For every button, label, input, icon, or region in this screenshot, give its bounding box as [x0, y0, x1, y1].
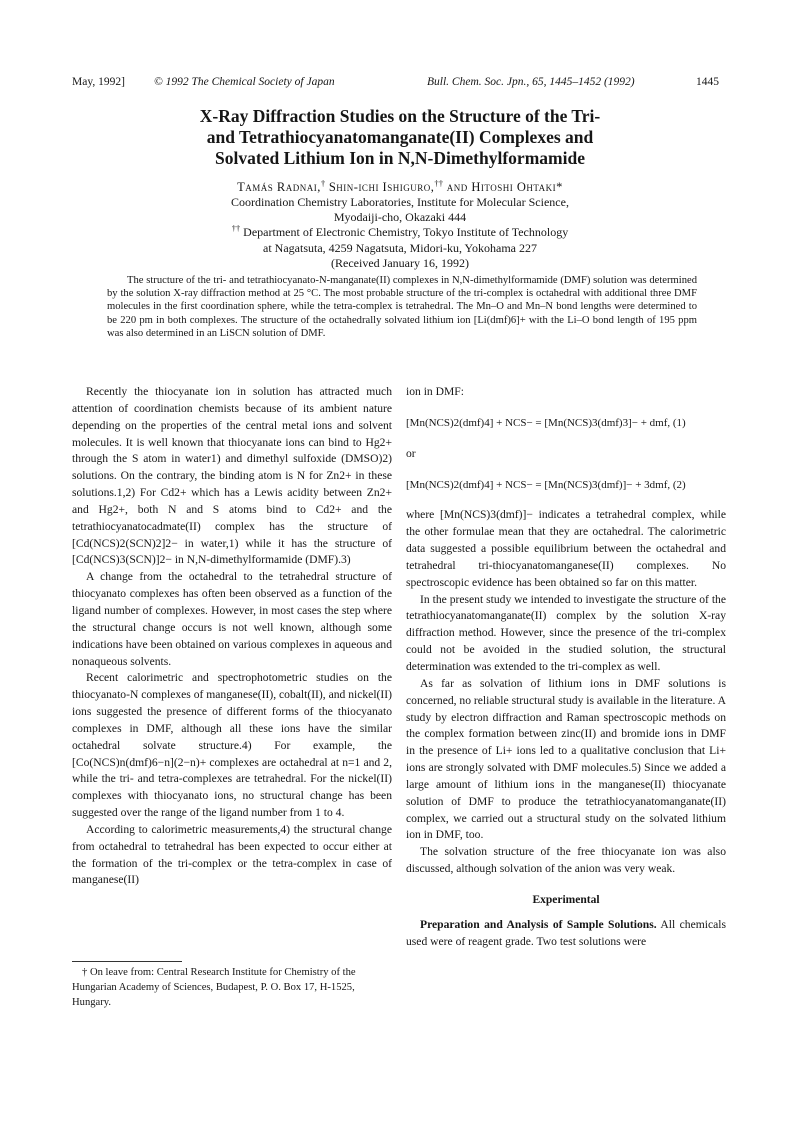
abstract: The structure of the tri- and tetrathiocyanato-N-manganate(II) complexes in N,N-dimethylformamide (DMF) solution was determined by the solution X-ray diffraction method at 25 °C. The most probable structure of the tri-complex is octahedral with additional three DMF molecules in the first coordination sphere, while the tetra-complex is tetrahedral. The Mn–O and Mn–N bond lengths were determined to be 220 pm in both complexes. The structure of the octahedrally solvated lithium ion [Li(dmf)6]+ with the Li–O bond length of 195 ppm was also determined in an LiSCN solution of DMF.	[107, 275, 697, 339]
body-paragraph: A change from the octahedral to the tetrahedral structure of thiocyanato complexes has often been observed as a function of the ligand number of complexes. However, in most cases the step where the structural change occurs is not well known, although some indications have been obtained on various complexes in aqueous and nonaqueous solvents.	[72, 570, 392, 668]
left-column	[72, 384, 392, 889]
header-page-number: 1445	[696, 76, 719, 88]
footnote: † On leave from: Central Research Institute for Chemistry of the Hungarian Academy of Sciences, Budapest, P. O. Box 17, H-1525, Hungary.	[72, 967, 356, 1008]
author-name: and Hitoshi Ohtaki*	[443, 180, 563, 194]
affiliation-line: †† Department of Electronic Chemistry, Tokyo Institute of Technology	[231, 224, 569, 240]
header-journal: Bull. Chem. Soc. Jpn., 65, 1445–1452 (1992)	[427, 76, 635, 88]
body-paragraph	[406, 917, 726, 951]
body-paragraph: ion in DMF:	[406, 385, 464, 398]
body-paragraph: In the present study we intended to investigate the structure of the tetrathiocyanatomanganate(II) complex by the solution X-ray diffraction method. However, since the presence of the tri-complex could not be avoided in the studied solution, the structural determination was extended to the tri-complex as well.	[406, 592, 726, 673]
header-date: May, 1992]	[72, 76, 125, 88]
author-mark: †	[320, 177, 326, 188]
received-date: (Received January 16, 1992)	[331, 255, 469, 270]
section-heading-experimental: Experimental	[532, 893, 600, 906]
run-in-heading: Preparation and Analysis of Sample Solutions.	[420, 917, 657, 931]
body-paragraph: Recent calorimetric and spectrophotometric studies on the thiocyanato-N complexes of manganese(II), cobalt(II), and nickel(II) ions suggested the presence of different forms of the thiocyanato complexes in DMF, although all these ions have the similar octahedral solvate structure.4) For example, the [Co(NCS)n(dmf)6−n](2−n)+ complexes are octahedral at n=1 and 2, while the tri- and tetra-complexes are tetrahedral. For the nickel(II) complexes with thiocyanato ions, no structural change has been suggested over the range of the ligand number from 1 to 4.	[72, 671, 392, 820]
body-text: All chemicals used were of reagent grade. Two test solutions were	[406, 917, 726, 948]
author-line	[150, 177, 650, 195]
body-paragraph: The solvation structure of the free thiocyanate ion was also discussed, although solvation of the anion was very weak.	[406, 845, 726, 876]
body-paragraph: According to calorimetric measurements,4) the structural change from octahedral to tetrahedral has been expected to occur either at the formation of the tri-complex or the tetra-complex in case of manganese(II)	[72, 822, 392, 887]
affiliation-line: Myodaiji-cho, Okazaki 444	[333, 210, 467, 225]
body-paragraph: where [Mn(NCS)3(dmf)]− indicates a tetrahedral complex, while the other formulae mean that they are octahedral. The calorimetric data suggested a possible equilibrium between the octahedral and tetrahedral tri-thiocyanatomanganese(II) complexes. No spectroscopic evidence has been obtained so far on this matter.	[406, 508, 726, 589]
equation-1: [Mn(NCS)2(dmf)4] + NCS− = [Mn(NCS)3(dmf)3]− + dmf, (1)	[406, 416, 686, 429]
author-mark: ††	[434, 177, 444, 188]
affiliation-mark: ††	[231, 224, 241, 234]
affiliation-line: Coordination Chemistry Laboratories, Institute for Molecular Science,	[231, 195, 569, 209]
title-line: Solvated Lithium Ion in N,N-Dimethylformamide	[215, 148, 585, 168]
conjunction-text: or	[406, 446, 416, 460]
right-column	[406, 384, 726, 950]
equation-2: [Mn(NCS)2(dmf)4] + NCS− = [Mn(NCS)3(dmf)]− + 3dmf, (2)	[406, 478, 686, 491]
author-name: Tamás Radnai,	[237, 180, 321, 194]
header-copyright: © 1992 The Chemical Society of Japan	[154, 76, 335, 88]
author-name: Shin-ichi Ishiguro,	[325, 180, 435, 194]
title-line: X-Ray Diffraction Studies on the Structure of the Tri-	[199, 106, 601, 126]
footnote-rule	[72, 961, 182, 962]
affiliation-line: at Nagatsuta, 4259 Nagatsuta, Midori-ku, Yokohama 227	[263, 240, 537, 255]
body-paragraph: Recently the thiocyanate ion in solution has attracted much attention of coordination chemists because of its ambient nature depending on the properties of the central metal ions and solvent molecules. It is well known that thiocyanate ions can bind to Hg2+ through the S atom in water1) and dimethyl sulfoxide (DMSO)2) solutions. On the contrary, the binding atom is N for Zn2+ in these solutions.1,2) For Cd2+ which has a Lewis acidity between Zn2+ and Hg2+, both N and S atoms bind to Cd2+ and the tetrathiocyanatocadmate(II) complex has the structure of [Cd(NCS)2(SCN)2]2− in water,1) while it has the structure of [Cd(NCS)3(SCN)]2− in N,N-dimethylformamide (DMF).3)	[72, 385, 392, 567]
title-line: and Tetrathiocyanatomanganate(II) Complexes and	[206, 127, 594, 147]
body-paragraph: As far as solvation of lithium ions in DMF solutions is concerned, no reliable structural study is available in the literature. A study by electron diffraction and Raman spectroscopic methods on the complex formation between zinc(II) and bromide ions in DMF in the presence of Li+ ions led to a qualitative conclusion that Li+ ions are strongly solvated with DMF molecules.5) Since we added a large amount of lithium ions in the manganese(II) thiocyanate solution of DMF to produce the tetrathiocyanatomanganate(II) complex, we carried out a structural study on the solvated lithium ion in DMF, too.	[406, 676, 726, 842]
article-title	[100, 106, 700, 169]
affiliation-block	[150, 195, 650, 271]
